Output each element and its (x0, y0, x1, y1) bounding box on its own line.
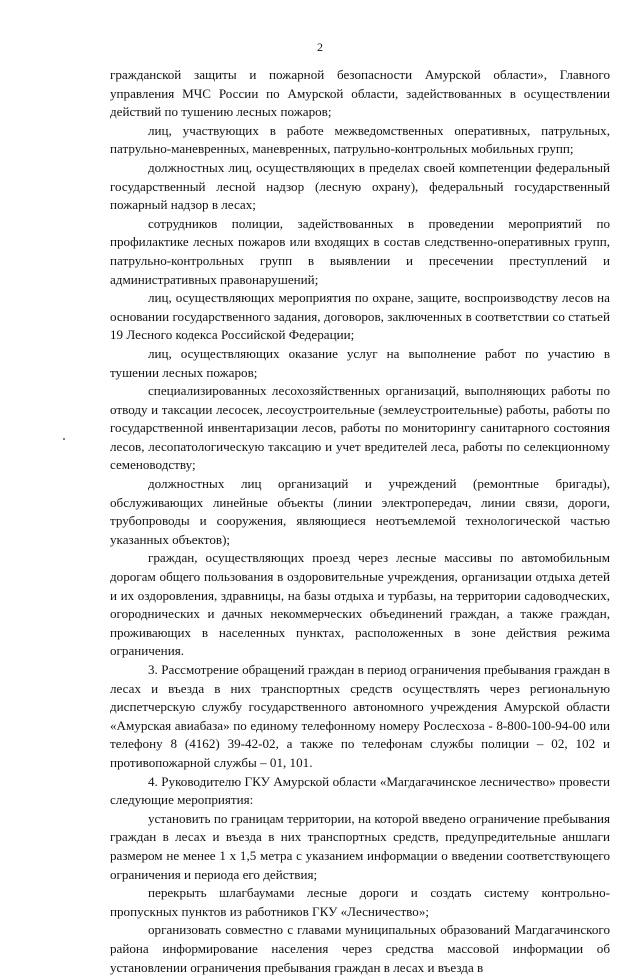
paragraph-8: должностных лиц организаций и учреждений (ремонтные бригады), обслуживающих линейные объекты (линии электропередач, линии связи, дороги, трубопроводы и сооружения, являющиеся неотъемлемой технологической частью указанных объектов); (110, 476, 610, 547)
paragraph-7: специализированных лесохозяйственных организаций, выполняющих работы по отводу и таксации лесосек, лесоустроительные (землеустроительные) работы, работы по государственной инвентаризации лесов, работы по мониторингу санитарного состояния лесов, лесопатологическую таксацию и учет вредителей леса, работы по селекционному семеноводству; (110, 383, 610, 473)
paragraph-12: установить по границам территории, на которой введено ограничение пребывания граждан в лесах и въезда в них транспортных средств, предупредительные аншлаги размером не менее 1 х 1,5 метра с указанием информации о введении соответствующего ограничения и периода его действия; (110, 810, 610, 882)
paragraph-13: перекрыть шлагбаумами лесные дороги и создать систему контрольно-пропускных пунктов из работников ГКУ «Лесничество»; (110, 885, 610, 919)
margin-dot (63, 438, 65, 440)
document-body (110, 66, 610, 977)
paragraph-10: 3. Рассмотрение обращений граждан в период ограничения пребывания граждан в лесах и въезда в них транспортных средств осуществлять через региональную диспетчерскую службу государственного автономного учреждения Амурской области «Амурская авиабаза» по единому телефонному номеру Рослесхоза - 8-800-100-94-00 или телефону 8 (4162) 39-42-02, а также по телефонам службы полиции – 02, 102 и противопожарной службы – 01, 101. (110, 662, 610, 770)
paragraph-9: граждан, осуществляющих проезд через лесные массивы по автомобильным дорогам общего пользования в оздоровительные учреждения, организации отдыха детей и их оздоровления, здравницы, на базы отдыха и турбазы, на территории садоводческих, огороднических и дачных некоммерческих объединений граждан, а также граждан, проживающих в населенных пунктах, расположенных в зоне действия режима ограничения. (110, 550, 610, 659)
paragraph-4: сотрудников полиции, задействованных в проведении мероприятий по профилактике лесных пожаров или входящих в состав следственно-оперативных групп, патрульно-контрольных групп в выявлении и пресечении преступлений и административных правонарушений; (110, 215, 610, 287)
paragraph-11: 4. Руководителю ГКУ Амурской области «Магдагачинское лесничество» провести следующие мероприятия: (110, 773, 610, 808)
paragraph-3: должностных лиц, осуществляющих в пределах своей компетенции федеральный государственный лесной надзор (лесную охрану), федеральный государственный пожарный надзор в лесах; (110, 159, 610, 213)
paragraph-5: лиц, осуществляющих мероприятия по охране, защите, воспроизводству лесов на основании государственного задания, договоров, заключенных в соответствии со статьей 19 Лесного кодекса Российской Федерации; (110, 290, 610, 343)
page-number: 2 (317, 40, 323, 54)
paragraph-6: лиц, осуществляющих оказание услуг на выполнение работ по участию в тушении лесных пожаров; (110, 345, 610, 380)
paragraph-1: гражданской защиты и пожарной безопасности Амурской области», Главного управления МЧС России по Амурской области, задействованных в осуществлении действий по тушению лесных пожаров; (110, 67, 610, 120)
paragraph-2: лиц, участвующих в работе межведомственных оперативных, патрульных, патрульно-маневренных, маневренных, патрульно-контрольных мобильных групп; (110, 122, 610, 157)
paragraph-14: организовать совместно с главами муниципальных образований Магдагачинского района информирование населения через средства массовой информации об установлении ограничения пребывания граждан в лесах и въезда в (110, 922, 610, 975)
